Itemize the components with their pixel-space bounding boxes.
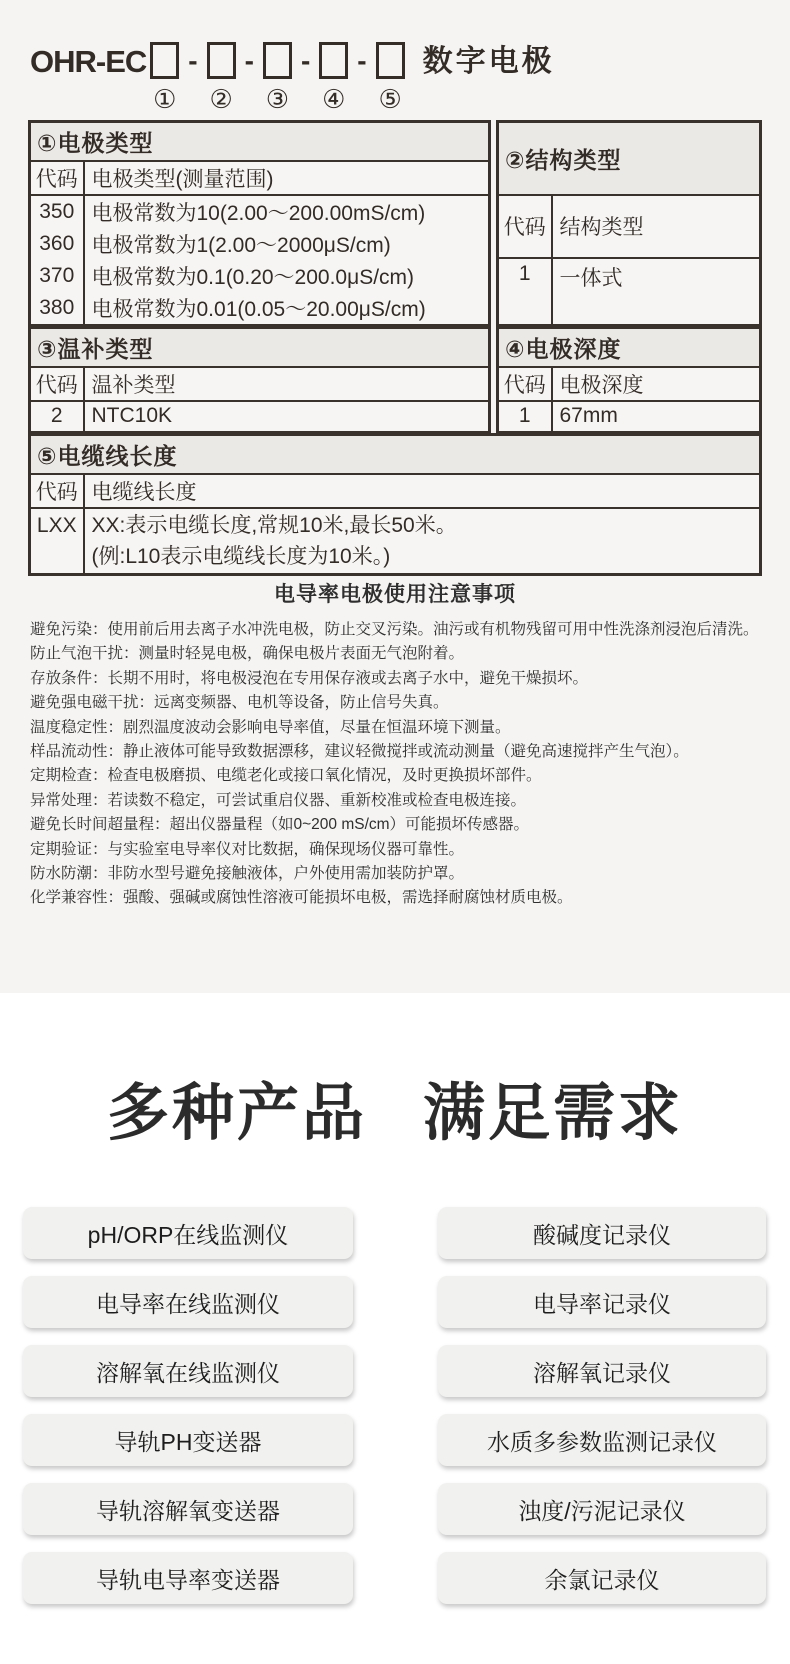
product-button-conductivity-recorder[interactable]: 电导率记录仪	[438, 1276, 766, 1328]
products-section	[0, 993, 790, 1664]
model-prefix: OHR-EC	[30, 44, 147, 79]
temp-compensation-table	[28, 326, 491, 434]
dash-separator: -	[357, 45, 367, 76]
column-header-code: 代码	[30, 367, 84, 401]
product-button-rail-conductivity-transmitter[interactable]: 导轨电导率变送器	[23, 1552, 353, 1604]
table-row	[30, 508, 761, 575]
note-item: 定期验证：与实验室电导率仪对比数据，确保现场仪器可靠性。	[30, 840, 465, 858]
note-item: 避免强电磁干扰：远离变频器、电机等设备，防止信号失真。	[30, 694, 449, 712]
cell-desc: 电极常数为0.01(0.05～20.00μS/cm)	[84, 292, 490, 326]
products-heading	[0, 1063, 790, 1152]
cable-desc-line1: XX:表示电缆长度,常规10米,最长50米。	[91, 513, 457, 537]
cell-code: 1	[498, 258, 552, 326]
cell-desc	[84, 508, 761, 575]
table-row	[30, 401, 490, 432]
heading-part-2: 满足需求	[423, 1079, 684, 1148]
circled-number-5: ⑤	[378, 84, 402, 114]
code-slot-4	[319, 42, 348, 112]
table-row	[30, 292, 490, 326]
product-button-dissolved-oxygen-monitor[interactable]: 溶解氧在线监测仪	[23, 1345, 353, 1397]
code-slot-2	[207, 42, 236, 112]
notes-list	[30, 618, 764, 911]
note-item: 温度稳定性：剧烈温度波动会影响电导率值，尽量在恒温环境下测量。	[30, 718, 511, 736]
code-box-1	[150, 42, 179, 79]
code-slot-3	[263, 42, 292, 112]
product-button-rail-do-transmitter[interactable]: 导轨溶解氧变送器	[23, 1483, 353, 1535]
note-item: 定期检查：检查电极磨损、电缆老化或接口氧化情况，及时更换损坏部件。	[30, 767, 542, 785]
product-button-rail-ph-transmitter[interactable]: 导轨PH变送器	[23, 1414, 353, 1466]
product-button-conductivity-monitor[interactable]: 电导率在线监测仪	[23, 1276, 353, 1328]
section-title-electrode-depth: ④电极深度	[498, 328, 761, 368]
cell-code: 350	[30, 195, 84, 228]
cable-length-table	[28, 433, 762, 576]
spec-table-wrap	[28, 120, 762, 576]
electrode-depth-table	[496, 326, 762, 434]
dash-separator: -	[188, 45, 198, 76]
section-title-temp-compensation: ③温补类型	[30, 328, 490, 368]
cell-desc: NTC10K	[84, 401, 490, 432]
product-button-ph-orp-monitor[interactable]: pH/ORP在线监测仪	[23, 1207, 353, 1259]
section-title-cable-length: ⑤电缆线长度	[30, 434, 761, 474]
column-header-code: 代码	[498, 195, 552, 258]
cell-code: 370	[30, 260, 84, 292]
code-box-3	[263, 42, 292, 79]
note-item: 防水防潮：非防水型号避免接触液体，户外使用需加装防护罩。	[30, 865, 465, 883]
cell-code: LXX	[30, 508, 84, 575]
note-item: 避免长时间超量程：超出仪器量程（如0~200 mS/cm）可能损坏传感器。	[30, 816, 530, 834]
column-header-depth: 电极深度	[552, 367, 761, 401]
product-button-grid	[23, 1207, 766, 1604]
column-header-electrode-type: 电极类型(测量范围)	[84, 161, 490, 195]
code-slot-5	[376, 42, 405, 112]
note-item: 异常处理：若读数不稳定，可尝试重启仪器、重新校准或检查电极连接。	[30, 791, 527, 809]
structure-type-table	[496, 120, 762, 327]
note-item: 样品流动性：静止液体可能导致数据漂移，建议轻微搅拌或流动测量（避免高速搅拌产生气泡）。	[30, 743, 689, 761]
cell-desc: 一体式	[552, 258, 761, 326]
electrode-type-table	[28, 120, 491, 327]
cell-desc: 67mm	[552, 401, 761, 432]
product-button-ph-recorder[interactable]: 酸碱度记录仪	[438, 1207, 766, 1259]
product-button-turbidity-sludge-recorder[interactable]: 浊度/污泥记录仪	[438, 1483, 766, 1535]
code-slot-1	[150, 42, 179, 112]
column-header-code: 代码	[30, 161, 84, 195]
cell-desc: 电极常数为10(2.00～200.00mS/cm)	[84, 195, 490, 228]
note-item: 避免污染：使用前后用去离子水冲洗电极，防止交叉污染。油污或有机物残留可用中性洗涤剂浸泡后清洗。	[30, 621, 759, 638]
model-code-line	[30, 42, 555, 112]
note-item: 存放条件：长期不用时，将电极浸泡在专用保存液或去离子水中，避免干燥损坏。	[30, 669, 589, 687]
circled-number-2: ②	[209, 84, 233, 114]
code-box-2	[207, 42, 236, 79]
cell-code: 360	[30, 228, 84, 260]
table-row	[498, 401, 761, 432]
code-box-4	[319, 42, 348, 79]
cell-code: 380	[30, 292, 84, 326]
note-item: 防止气泡干扰：测量时轻晃电极，确保电极片表面无气泡附着。	[30, 645, 465, 663]
circled-number-4: ④	[322, 84, 346, 114]
cell-desc: 电极常数为0.1(0.20～200.0μS/cm)	[84, 260, 490, 292]
notes-title: 电导率电极使用注意事项	[274, 583, 516, 606]
column-header-structure-type: 结构类型	[552, 195, 761, 258]
note-item: 化学兼容性：强酸、强碱或腐蚀性溶液可能损坏电极，需选择耐腐蚀材质电极。	[30, 889, 573, 907]
table-row	[498, 258, 761, 326]
circled-number-3: ③	[265, 84, 290, 114]
column-header-code: 代码	[498, 367, 552, 401]
cell-code: 2	[30, 401, 84, 432]
section-title-electrode-type: ①电极类型	[30, 122, 490, 162]
cable-desc-line2: (例:L10表示电缆线长度为10米。)	[91, 544, 391, 568]
model-suffix: 数字电极	[422, 45, 555, 78]
section-title-structure-type: ②结构类型	[498, 122, 761, 195]
table-row	[30, 260, 490, 292]
product-button-multiparameter-recorder[interactable]: 水质多参数监测记录仪	[438, 1414, 766, 1466]
circled-number-1: ①	[153, 84, 177, 114]
table-row	[30, 228, 490, 260]
product-button-dissolved-oxygen-recorder[interactable]: 溶解氧记录仪	[438, 1345, 766, 1397]
dash-separator: -	[300, 45, 311, 76]
heading-part-1: 多种产品	[106, 1079, 367, 1148]
cell-desc: 电极常数为1(2.00～2000μS/cm)	[84, 228, 490, 260]
spec-row-2	[28, 326, 762, 434]
table-row	[30, 195, 490, 228]
code-box-5	[376, 42, 405, 79]
column-header-cable-length: 电缆线长度	[84, 474, 761, 508]
column-header-temp-type: 温补类型	[84, 367, 490, 401]
spec-row-1	[28, 120, 762, 327]
dash-separator: -	[244, 45, 254, 76]
cell-code: 1	[498, 401, 552, 432]
column-header-code: 代码	[30, 474, 84, 508]
product-button-residual-chlorine-recorder[interactable]: 余氯记录仪	[438, 1552, 766, 1604]
